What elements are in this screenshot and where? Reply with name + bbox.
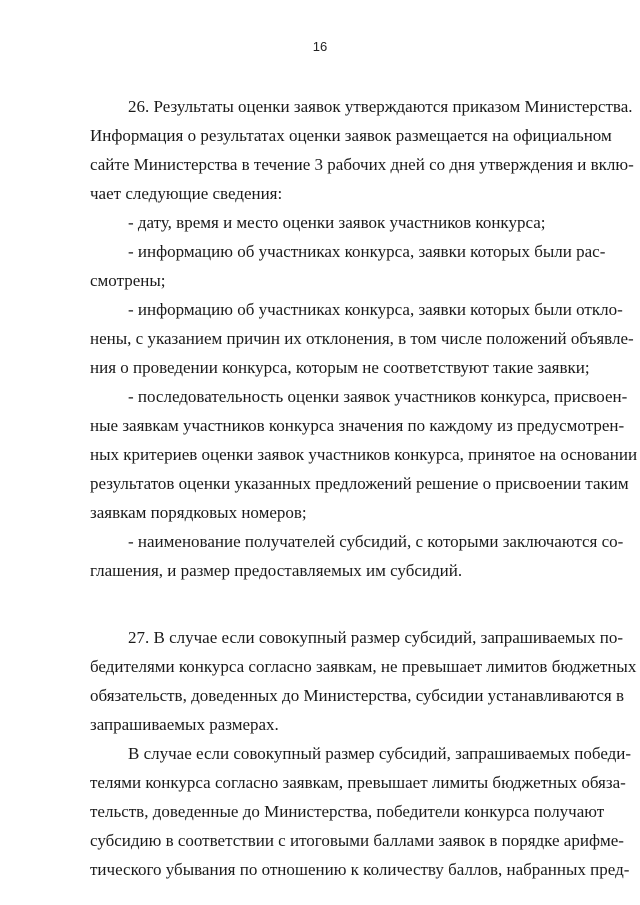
text-line: тельств, доведенные до Министерства, победители конкурса получают bbox=[90, 802, 605, 821]
list-item-continuation: заявкам порядковых номеров; bbox=[90, 503, 307, 522]
list-item-continuation: ные заявкам участников конкурса значения по каждому из предусмотрен- bbox=[90, 416, 625, 435]
list-item-continuation: ных критериев оценки заявок участников конкурса, принятое на основании bbox=[90, 445, 638, 464]
list-item: - последовательность оценки заявок участников конкурса, присвоен- bbox=[128, 387, 628, 406]
list-item-continuation: нены, с указанием причин их отклонения, в том числе положений объявле- bbox=[90, 329, 634, 348]
text-line: обязательств, доведенных до Министерства, субсидии устанавливаются в bbox=[90, 686, 625, 705]
text-line: субсидию в соответствии с итоговыми баллами заявок в порядке арифме- bbox=[90, 831, 624, 850]
text-line: сайте Министерства в течение 3 рабочих дней со дня утверждения и вклю- bbox=[90, 155, 634, 174]
list-item-continuation: ния о проведении конкурса, которым не соответствуют такие заявки; bbox=[90, 358, 590, 377]
list-item-continuation: смотрены; bbox=[90, 271, 166, 290]
text-line: Информация о результатах оценки заявок размещается на официальном bbox=[90, 126, 612, 145]
text-line: 26. Результаты оценки заявок утверждаются приказом Министерства. bbox=[128, 97, 633, 116]
text-line: 27. В случае если совокупный размер субсидий, запрашиваемых по- bbox=[128, 628, 624, 647]
list-item: - информацию об участниках конкурса, заявки которых были рас- bbox=[128, 242, 606, 261]
text-line: В случае если совокупный размер субсидий, запрашиваемых победи- bbox=[128, 744, 632, 763]
page-number: 16 bbox=[312, 39, 328, 54]
text-line: тического убывания по отношению к количеству баллов, набранных пред- bbox=[90, 860, 630, 879]
text-line: запрашиваемых размерах. bbox=[90, 715, 279, 734]
list-item-continuation: глашения, и размер предоставляемых им субсидий. bbox=[90, 561, 463, 580]
list-item: - информацию об участниках конкурса, заявки которых были откло- bbox=[128, 300, 623, 319]
text-line: чает следующие сведения: bbox=[90, 184, 283, 203]
list-item: - наименование получателей субсидий, с которыми заключаются со- bbox=[128, 532, 624, 551]
text-line: бедителями конкурса согласно заявкам, не превышает лимитов бюджетных bbox=[90, 657, 637, 676]
text-line: телями конкурса согласно заявкам, превышает лимиты бюджетных обяза- bbox=[90, 773, 626, 792]
list-item-continuation: результатов оценки указанных предложений решение о присвоении таким bbox=[90, 474, 629, 493]
list-item: - дату, время и место оценки заявок участников конкурса; bbox=[128, 213, 546, 232]
